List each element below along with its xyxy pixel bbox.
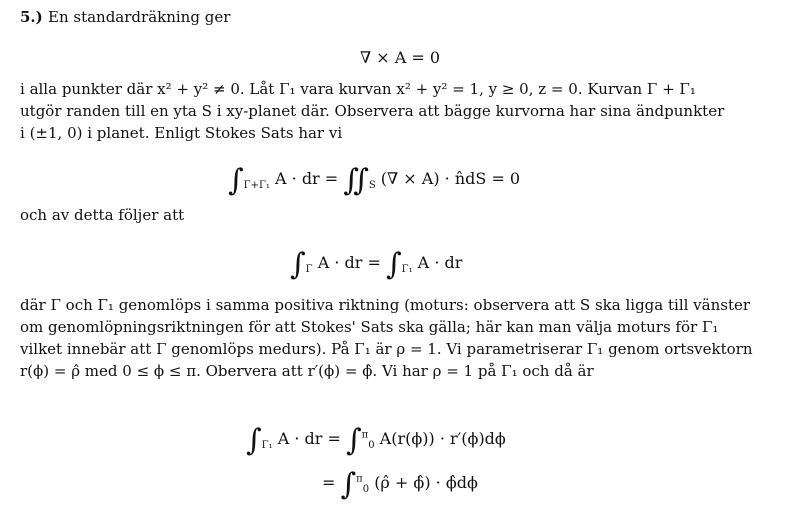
paragraph-3-line-4: r(ϕ) = ρ̂ med 0 ≤ ϕ ≤ π. Obervera att r′(ϕ) = ϕ̂. Vi har ρ = 1 på Γ₁ och då är [20, 362, 594, 380]
integral-sign: ∫ [246, 423, 262, 458]
double-integral-sign: ∬ [343, 163, 369, 198]
equality-lhs: A · dr = [317, 253, 381, 272]
equality-equation [290, 244, 462, 280]
paragraph-1-line-2: utgör randen till en yta S i xy-planet där. Observera att bägge kurvorna har sina ändpunkter [20, 102, 725, 120]
param-line-2-upper: π [356, 473, 363, 485]
integral-sign: ∫ [345, 423, 362, 458]
param-line-1-lower: 0 [368, 440, 375, 452]
param-equation-line-1 [246, 420, 506, 456]
stokes-surface-subscript: S [368, 180, 376, 192]
equality-left-subscript: Γ [305, 264, 313, 276]
paragraph-3-line-1: där Γ och Γ₁ genomlöps i samma positiva riktning (moturs: observera att S ska ligga till vänster [20, 296, 751, 314]
problem-number: 5.) [20, 8, 43, 26]
paragraph-1-line-1: i alla punkter där x² + y² ≠ 0. Låt Γ₁ vara kurvan x² + y² = 1, y ≥ 0, z = 0. Kurvan Γ + Γ₁ [20, 80, 696, 98]
param-line-2-lower: 0 [362, 484, 370, 496]
param-line-1-rhs: A(r(ϕ)) · r′(ϕ)dϕ [379, 429, 506, 448]
param-line-2-eq: = [322, 473, 336, 492]
param-line-1-subscript: Γ₁ [261, 440, 273, 452]
param-equation-line-2 [322, 464, 478, 500]
integral-sign: ∫ [290, 247, 306, 282]
paragraph-2-line: och av detta följer att [20, 206, 185, 224]
stokes-equation [228, 160, 520, 196]
param-line-2-rhs: (ρ̂ + ϕ̂) · ϕ̂dϕ [374, 473, 478, 492]
paragraph-3-line-2: om genomlöpningsriktningen för att Stokes' Sats ska gälla; här kan man välja moturs för Γ₁ [20, 318, 719, 336]
paragraph-3-line-3: vilket innebär att Γ genomlöps medurs). På Γ₁ är ρ = 1. Vi parametriserar Γ₁ genom ortsvektorn [20, 340, 753, 358]
equality-right-subscript: Γ₁ [401, 264, 413, 276]
integral-sign: ∫ [228, 163, 244, 198]
integral-sign: ∫ [340, 467, 357, 502]
stokes-lhs: A · dr = [275, 169, 339, 188]
param-line-1-upper: π [361, 429, 369, 441]
problem-intro: En standardräkning ger [48, 8, 231, 26]
equality-rhs: A · dr [417, 253, 463, 272]
stokes-contour-subscript: Γ+Γ₁ [243, 180, 270, 192]
integral-sign: ∫ [385, 247, 402, 282]
problem-heading [20, 8, 230, 26]
paragraph-1-line-3: i (±1, 0) i planet. Enligt Stokes Sats har vi [20, 124, 343, 142]
curl-equation: ∇ × A = 0 [359, 48, 441, 67]
stokes-rhs: (∇ × A) · n̂dS = 0 [380, 169, 521, 188]
param-line-1-lhs: A · dr = [277, 429, 341, 448]
